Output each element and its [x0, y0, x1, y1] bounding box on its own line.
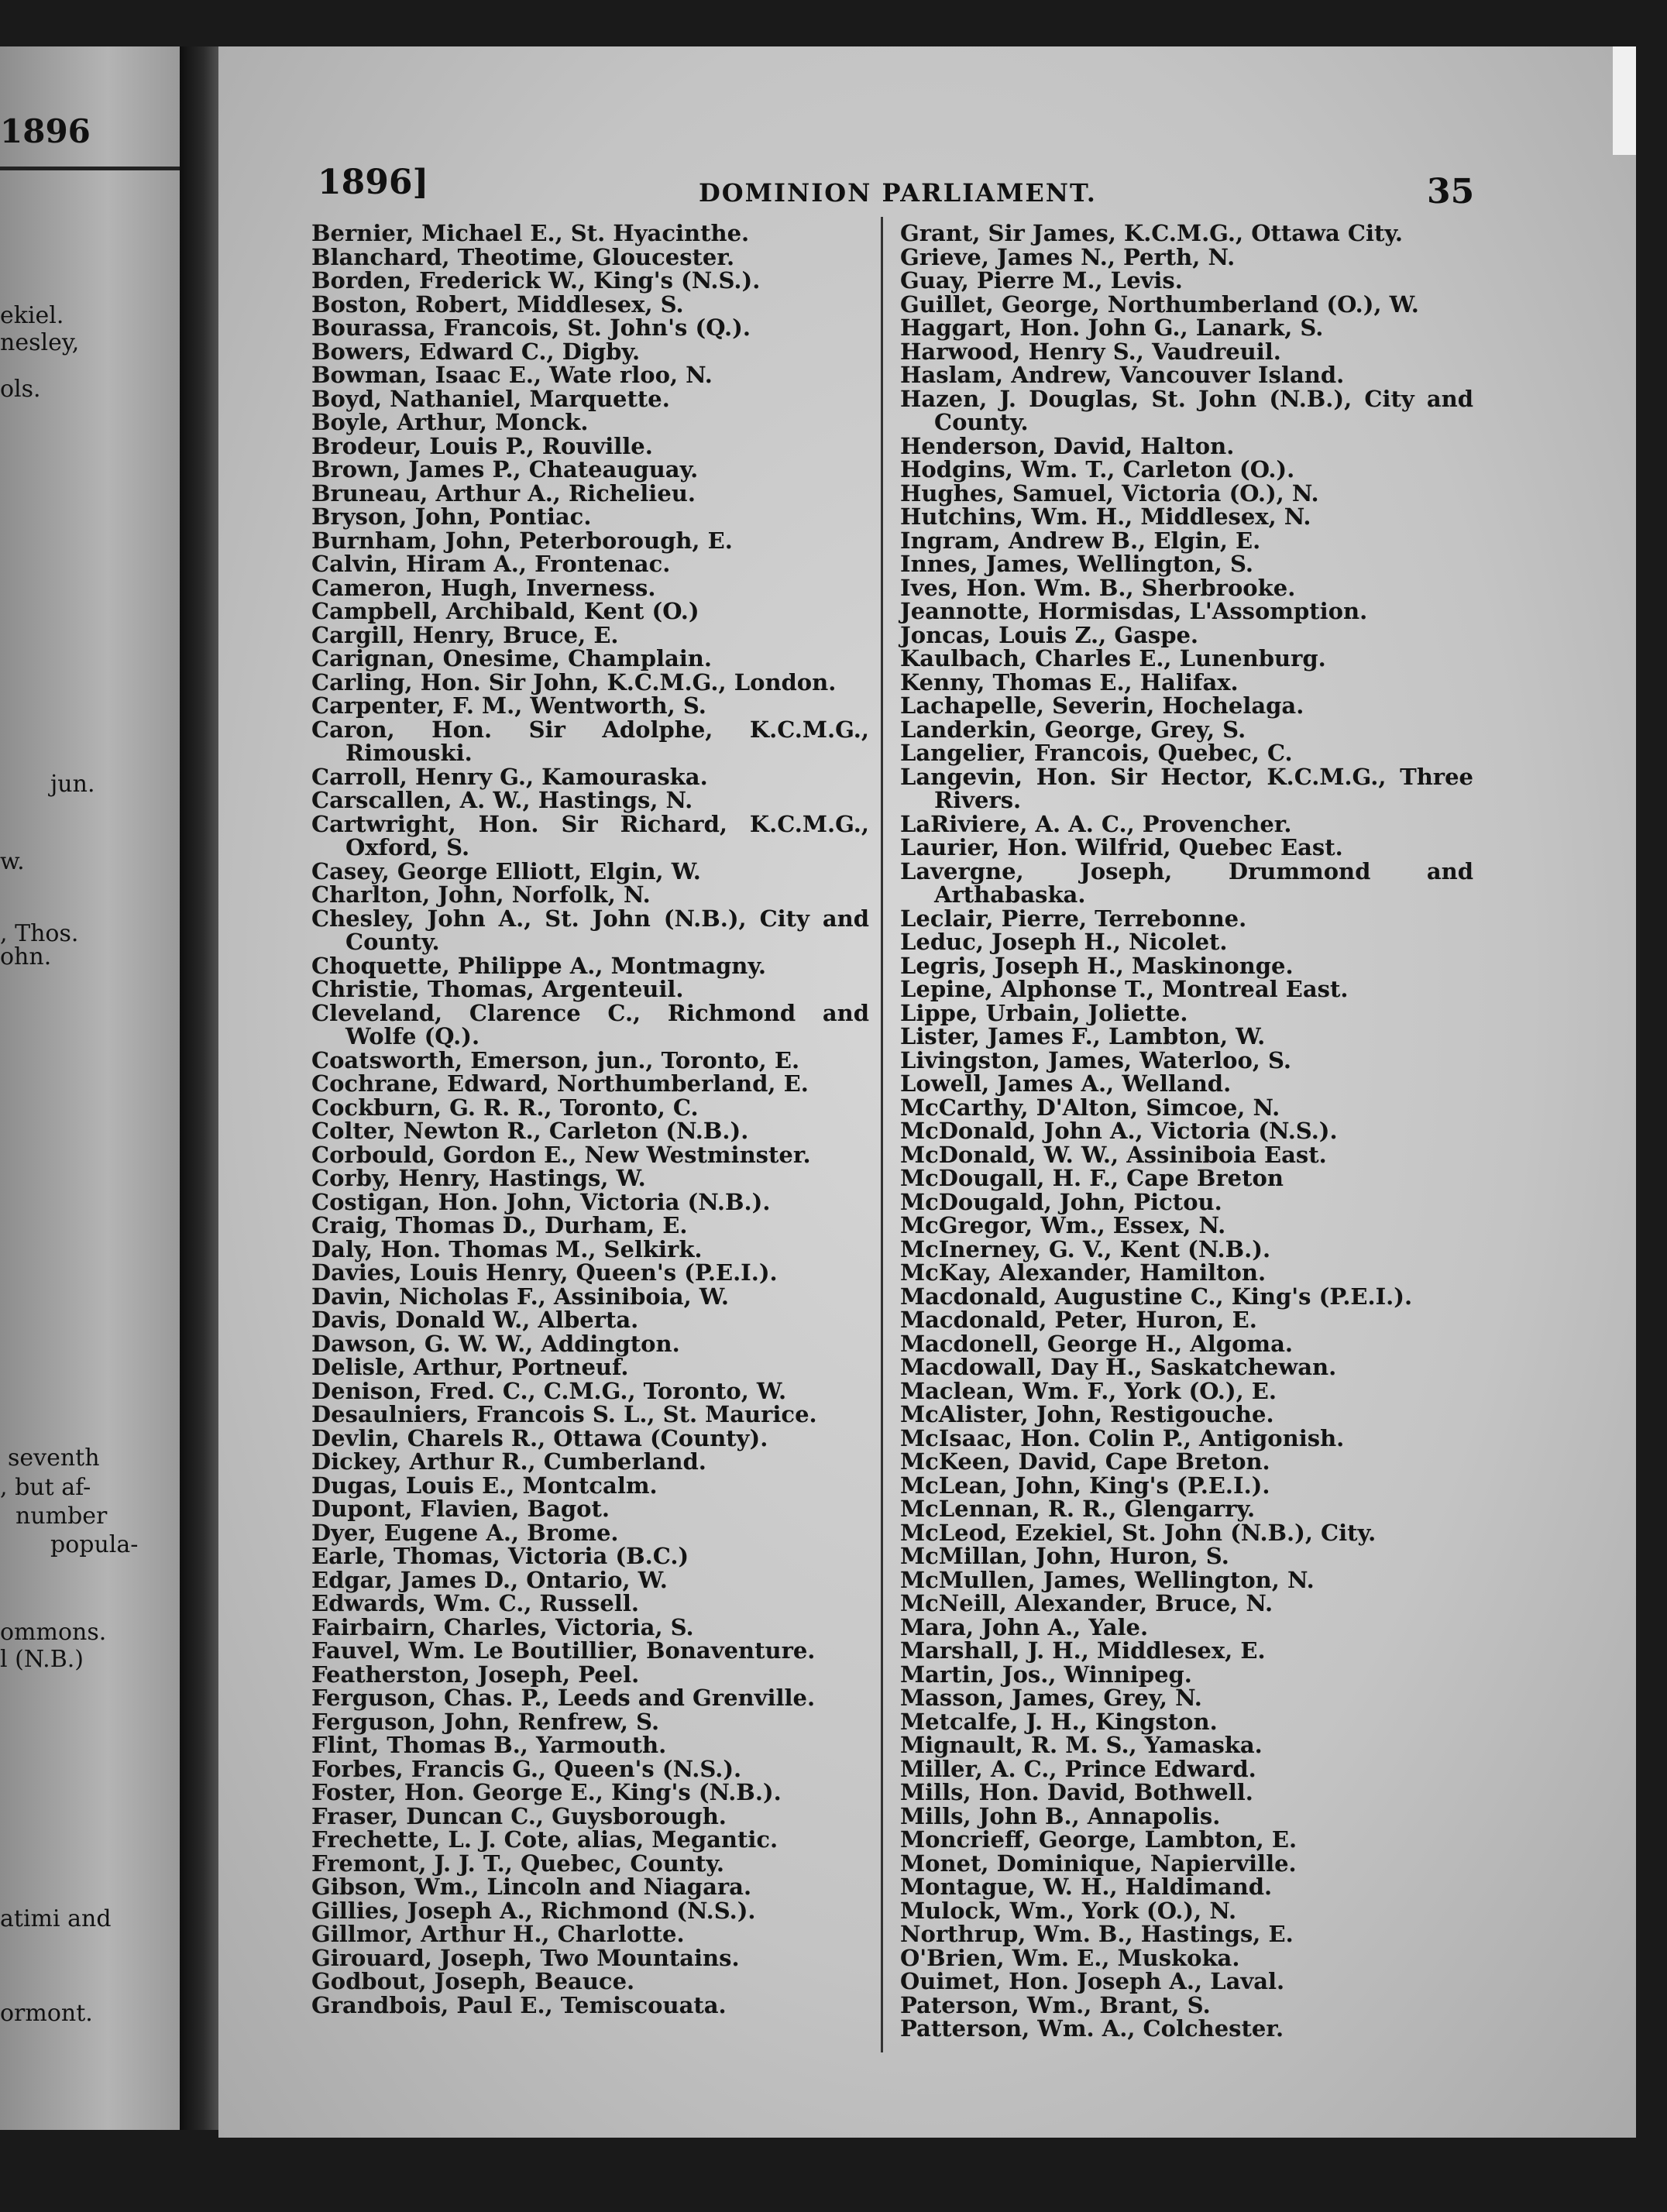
- member-entry: Maclean, Wm. F., York (O.), E.: [900, 1377, 1277, 1404]
- member-entry: Boyd, Nathaniel, Marquette.: [311, 385, 670, 412]
- member-entry: Dyer, Eugene A., Brome.: [311, 1519, 619, 1546]
- left-page-text: popula-: [50, 1531, 139, 1558]
- member-entry: Ferguson, John, Renfrew, S.: [311, 1708, 660, 1735]
- member-entry: Dugas, Louis E., Montcalm.: [311, 1472, 658, 1499]
- member-entry: Forbes, Francis G., Queen's (N.S.).: [311, 1755, 742, 1782]
- member-entry: Langelier, Francois, Quebec, C.: [900, 740, 1293, 766]
- member-entry: Gillies, Joseph A., Richmond (N.S.).: [311, 1897, 756, 1924]
- page: [218, 46, 1636, 2138]
- member-entry: Boyle, Arthur, Monck.: [311, 409, 589, 435]
- member-entry: Paterson, Wm., Brant, S.: [900, 1991, 1211, 2018]
- member-entry: McLean, John, King's (P.E.I.).: [900, 1472, 1270, 1499]
- member-entry: Bernier, Michael E., St. Hyacinthe.: [311, 220, 750, 246]
- member-entry: Carpenter, F. M., Wentworth, S.: [311, 692, 706, 719]
- member-entry: Brown, James P., Chateauguay.: [311, 456, 699, 483]
- member-entry: Frechette, L. J. Cote, alias, Megantic.: [311, 1826, 779, 1853]
- member-entry: Cartwright, Hon. Sir Richard, K.C.M.G., Oxford, S.: [311, 810, 869, 860]
- member-entry: McInerney, G. V., Kent (N.B.).: [900, 1235, 1271, 1262]
- left-page-text: number: [15, 1503, 108, 1530]
- right-column: [900, 222, 1473, 2041]
- member-entry: Montague, W. H., Haldimand.: [900, 1874, 1273, 1900]
- member-entry: Godbout, Joseph, Beauce.: [311, 1968, 635, 1994]
- member-entry: McMullen, James, Wellington, N.: [900, 1566, 1315, 1593]
- page-corner-edge: [1613, 46, 1636, 155]
- member-entry: Choquette, Philippe A., Montmagny.: [311, 952, 766, 979]
- member-entry: Miller, A. C., Prince Edward.: [900, 1755, 1256, 1782]
- member-entry: Bruneau, Arthur A., Richelieu.: [311, 479, 696, 507]
- member-entry: Martin, Jos., Winnipeg.: [900, 1661, 1192, 1688]
- member-entry: McGregor, Wm., Essex, N.: [900, 1212, 1226, 1238]
- member-entry: Lowell, James A., Welland.: [900, 1070, 1232, 1097]
- member-entry: Denison, Fred. C., C.M.G., Toronto, W.: [311, 1377, 787, 1404]
- left-page-text: ekiel.: [0, 302, 64, 329]
- member-entry: Caron, Hon. Sir Adolphe, K.C.M.G., Rimouski.: [311, 716, 869, 766]
- member-entry: Cargill, Henry, Bruce, E.: [311, 621, 619, 648]
- member-entry: Northrup, Wm. B., Hastings, E.: [900, 1921, 1294, 1947]
- left-page-text: ols.: [0, 376, 41, 403]
- member-entry: Foster, Hon. George E., King's (N.B.).: [311, 1779, 782, 1805]
- left-page-fragment: [0, 46, 180, 2130]
- member-entry: Earle, Thomas, Victoria (B.C.): [311, 1543, 689, 1569]
- member-entry: Guillet, George, Northumberland (O.), W.: [900, 290, 1419, 318]
- member-entry: Craig, Thomas D., Durham, E.: [311, 1212, 688, 1238]
- member-entry: LaRiviere, A. A. C., Provencher.: [900, 810, 1292, 837]
- header-year: 1896]: [318, 163, 429, 202]
- member-entry: Henderson, David, Halton.: [900, 432, 1235, 459]
- member-entry: Corby, Henry, Hastings, W.: [311, 1165, 646, 1191]
- member-entry: McDougald, John, Pictou.: [900, 1188, 1222, 1215]
- member-entry: Edgar, James D., Ontario, W.: [311, 1566, 668, 1593]
- member-entry: Bryson, John, Pontiac.: [311, 503, 592, 530]
- member-entry: Carroll, Henry G., Kamouraska.: [311, 763, 708, 790]
- member-entry: Haslam, Andrew, Vancouver Island.: [900, 362, 1345, 388]
- member-entry: Ives, Hon. Wm. B., Sherbrooke.: [900, 574, 1296, 601]
- member-entry: Leduc, Joseph H., Nicolet.: [900, 929, 1228, 955]
- member-entry: Lepine, Alphonse T., Montreal East.: [900, 976, 1349, 1002]
- member-entry: Macdowall, Day H., Saskatchewan.: [900, 1354, 1337, 1380]
- member-entry: Macdonald, Peter, Huron, E.: [900, 1307, 1257, 1333]
- member-entry: McCarthy, D'Alton, Simcoe, N.: [900, 1094, 1280, 1121]
- member-entry: Delisle, Arthur, Portneuf.: [311, 1354, 629, 1380]
- member-entry: Kenny, Thomas E., Halifax.: [900, 668, 1239, 696]
- member-entry: Lavergne, Joseph, Drummond and Arthabaska.: [900, 857, 1473, 908]
- member-entry: Costigan, Hon. John, Victoria (N.B.).: [311, 1188, 771, 1215]
- member-entry: Corbould, Gordon E., New Westminster.: [311, 1141, 811, 1168]
- member-entry: Leclair, Pierre, Terrebonne.: [900, 905, 1247, 932]
- member-entry: Harwood, Henry S., Vaudreuil.: [900, 338, 1281, 365]
- left-page-text: w.: [0, 848, 25, 875]
- member-entry: Brodeur, Louis P., Rouville.: [311, 432, 653, 459]
- left-page-text: , Thos.: [0, 920, 79, 947]
- member-entry: Hughes, Samuel, Victoria (O.), N.: [900, 479, 1319, 507]
- member-entry: Ouimet, Hon. Joseph A., Laval.: [900, 1968, 1285, 1994]
- left-column: [311, 222, 869, 2017]
- member-entry: Innes, James, Wellington, S.: [900, 551, 1253, 577]
- column-divider: [881, 217, 883, 2052]
- member-entry: Monet, Dominique, Napierville.: [900, 1850, 1297, 1877]
- member-entry: Chesley, John A., St. John (N.B.), City and County.: [311, 905, 869, 955]
- member-entry: Christie, Thomas, Argenteuil.: [311, 976, 684, 1002]
- member-entry: McAlister, John, Restigouche.: [900, 1401, 1274, 1427]
- member-entry: Desaulniers, Francois S. L., St. Maurice.: [311, 1401, 817, 1427]
- member-entry: Grant, Sir James, K.C.M.G., Ottawa City.: [900, 220, 1404, 246]
- left-page-text: jun.: [50, 771, 95, 798]
- member-entry: Laurier, Hon. Wilfrid, Quebec East.: [900, 834, 1343, 860]
- member-entry: Legris, Joseph H., Maskinonge.: [900, 952, 1294, 979]
- member-entry: Lister, James F., Lambton, W.: [900, 1023, 1266, 1049]
- member-entry: Campbell, Archibald, Kent (O.): [311, 598, 699, 624]
- left-page-rule: [0, 167, 180, 170]
- left-page-text: l (N.B.): [0, 1646, 84, 1673]
- member-entry: Edwards, Wm. C., Russell.: [311, 1590, 639, 1616]
- member-entry: Moncrieff, George, Lambton, E.: [900, 1826, 1298, 1853]
- member-entry: Patterson, Wm. A., Colchester.: [900, 2015, 1284, 2042]
- member-entry: Landerkin, George, Grey, S.: [900, 716, 1246, 743]
- member-entry: Flint, Thomas B., Yarmouth.: [311, 1732, 667, 1758]
- member-entry: Davies, Louis Henry, Queen's (P.E.I.).: [311, 1259, 778, 1286]
- member-entry: Bowman, Isaac E., Wate rloo, N.: [311, 362, 713, 388]
- member-entry: Gibson, Wm., Lincoln and Niagara.: [311, 1874, 752, 1900]
- page-header: [218, 132, 1636, 211]
- member-entry: Mara, John A., Yale.: [900, 1613, 1149, 1640]
- member-entry: McMillan, John, Huron, S.: [900, 1543, 1229, 1569]
- member-entry: McDonald, John A., Victoria (N.S.).: [900, 1118, 1338, 1144]
- member-entry: Casey, George Elliott, Elgin, W.: [311, 857, 701, 884]
- member-entry: Boston, Robert, Middlesex, S.: [311, 290, 684, 318]
- member-entry: Hodgins, Wm. T., Carleton (O.).: [900, 456, 1295, 483]
- member-entry: Borden, Frederick W., King's (N.S.).: [311, 267, 761, 294]
- left-page-text: ommons.: [0, 1619, 107, 1646]
- left-page-text: ohn.: [0, 943, 52, 970]
- member-entry: Featherston, Joseph, Peel.: [311, 1661, 640, 1688]
- member-entry: Grandbois, Paul E., Temiscouata.: [311, 1991, 727, 2018]
- member-entry: Macdonald, Augustine C., King's (P.E.I.).: [900, 1283, 1413, 1310]
- member-entry: McKay, Alexander, Hamilton.: [900, 1259, 1267, 1286]
- member-entry: Haggart, Hon. John G., Lanark, S.: [900, 314, 1324, 341]
- member-entry: Fremont, J. J. T., Quebec, County.: [311, 1850, 724, 1877]
- member-entry: McNeill, Alexander, Bruce, N.: [900, 1590, 1273, 1616]
- member-entry: Bowers, Edward C., Digby.: [311, 338, 641, 365]
- member-entry: Fauvel, Wm. Le Boutillier, Bonaventure.: [311, 1637, 816, 1664]
- member-entry: Dupont, Flavien, Bagot.: [311, 1496, 610, 1522]
- member-entry: Calvin, Hiram A., Frontenac.: [311, 551, 671, 577]
- book-gutter: [180, 46, 218, 2130]
- member-entry: Dickey, Arthur R., Cumberland.: [311, 1448, 706, 1475]
- page-title: DOMINION PARLIAMENT.: [699, 178, 1097, 208]
- member-entry: Gillmor, Arthur H., Charlotte.: [311, 1921, 685, 1947]
- member-entry: Carscallen, A. W., Hastings, N.: [311, 787, 693, 813]
- left-page-text: seventh: [8, 1444, 100, 1472]
- member-entry: Carling, Hon. Sir John, K.C.M.G., London.: [311, 668, 837, 696]
- member-entry: Daly, Hon. Thomas M., Selkirk.: [311, 1235, 703, 1262]
- member-entry: Macdonell, George H., Algoma.: [900, 1330, 1293, 1357]
- member-entry: Mills, Hon. David, Bothwell.: [900, 1779, 1253, 1805]
- member-entry: Jeannotte, Hormisdas, L'Assomption.: [900, 598, 1368, 624]
- left-page-header: 1896: [0, 112, 91, 150]
- member-entry: Ferguson, Chas. P., Leeds and Grenville.: [311, 1685, 816, 1711]
- member-entry: Joncas, Louis Z., Gaspe.: [900, 621, 1199, 648]
- member-entry: Langevin, Hon. Sir Hector, K.C.M.G., Three Rivers.: [900, 763, 1473, 813]
- member-entry: O'Brien, Wm. E., Muskoka.: [900, 1944, 1240, 1971]
- member-entry: Metcalfe, J. H., Kingston.: [900, 1708, 1218, 1735]
- member-entry: Fairbairn, Charles, Victoria, S.: [311, 1613, 694, 1640]
- member-entry: Cameron, Hugh, Inverness.: [311, 574, 656, 601]
- member-entry: Guay, Pierre M., Levis.: [900, 267, 1183, 294]
- member-entry: McDonald, W. W., Assiniboia East.: [900, 1141, 1327, 1168]
- member-entry: Cochrane, Edward, Northumberland, E.: [311, 1070, 809, 1097]
- member-entry: Mills, John B., Annapolis.: [900, 1802, 1221, 1829]
- member-entry: Livingston, James, Waterloo, S.: [900, 1046, 1292, 1073]
- member-entry: Hutchins, Wm. H., Middlesex, N.: [900, 503, 1311, 530]
- member-entry: Davis, Donald W., Alberta.: [311, 1307, 639, 1333]
- member-entry: Dawson, G. W. W., Addington.: [311, 1330, 680, 1357]
- member-entry: McDougall, H. F., Cape Breton: [900, 1165, 1284, 1191]
- member-entry: Charlton, John, Norfolk, N.: [311, 881, 651, 908]
- member-entry: McLennan, R. R., Glengarry.: [900, 1496, 1256, 1522]
- member-entry: Bourassa, Francois, St. John's (Q.).: [311, 314, 751, 341]
- member-entry: Hazen, J. Douglas, St. John (N.B.), City and County.: [900, 385, 1473, 435]
- member-entry: Mulock, Wm., York (O.), N.: [900, 1897, 1237, 1924]
- member-entry: Burnham, John, Peterborough, E.: [311, 527, 733, 554]
- page-number: 35: [1427, 172, 1475, 211]
- member-entry: Colter, Newton R., Carleton (N.B.).: [311, 1118, 749, 1144]
- member-entry: Masson, James, Grey, N.: [900, 1685, 1202, 1711]
- member-entry: Girouard, Joseph, Two Mountains.: [311, 1944, 740, 1971]
- member-entry: Cockburn, G. R. R., Toronto, C.: [311, 1094, 699, 1121]
- member-entry: Kaulbach, Charles E., Lunenburg.: [900, 645, 1326, 672]
- member-entry: Coatsworth, Emerson, jun., Toronto, E.: [311, 1046, 800, 1073]
- member-entry: Fraser, Duncan C., Guysborough.: [311, 1802, 727, 1829]
- member-entry: McLeod, Ezekiel, St. John (N.B.), City.: [900, 1519, 1377, 1546]
- member-entry: Davin, Nicholas F., Assiniboia, W.: [311, 1283, 729, 1310]
- member-entry: Cleveland, Clarence C., Richmond and Wolfe (Q.).: [311, 999, 869, 1049]
- member-entry: Marshall, J. H., Middlesex, E.: [900, 1637, 1266, 1664]
- left-page-text: ormont.: [0, 2000, 93, 2027]
- member-entry: Carignan, Onesime, Champlain.: [311, 645, 712, 672]
- member-entry: McIsaac, Hon. Colin P., Antigonish.: [900, 1424, 1345, 1451]
- left-page-text: atimi and: [0, 1905, 112, 1932]
- member-entry: Lippe, Urbain, Joliette.: [900, 999, 1188, 1026]
- member-entry: Lachapelle, Severin, Hochelaga.: [900, 692, 1304, 719]
- member-entry: Ingram, Andrew B., Elgin, E.: [900, 527, 1261, 554]
- member-entry: McKeen, David, Cape Breton.: [900, 1448, 1270, 1475]
- member-entry: Mignault, R. M. S., Yamaska.: [900, 1732, 1263, 1758]
- left-page-text: nesley,: [0, 329, 80, 356]
- member-entry: Grieve, James N., Perth, N.: [900, 243, 1236, 270]
- left-page-text: , but af-: [0, 1474, 91, 1501]
- member-entry: Blanchard, Theotime, Gloucester.: [311, 243, 735, 270]
- member-entry: Devlin, Charels R., Ottawa (County).: [311, 1424, 768, 1451]
